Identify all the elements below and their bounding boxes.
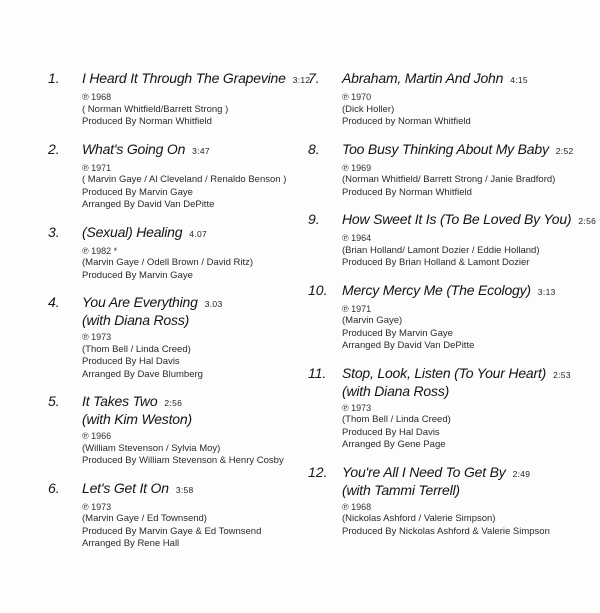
credit-line: (Marvin Gaye) (342, 315, 403, 326)
track-body (82, 294, 308, 381)
track-entry (48, 480, 308, 551)
credit-line: Arranged By David Van DePitte (342, 340, 475, 351)
credit-line: (Marvin Gaye / Ed Townsend) (82, 513, 207, 524)
track-entry (48, 70, 311, 129)
track-title-line (342, 464, 596, 482)
track-body (82, 393, 308, 468)
track-body (82, 224, 308, 283)
track-duration: 3:13 (537, 286, 556, 297)
credit-line: Produced By Nickolas Ashford & Valerie Simpson (342, 525, 550, 537)
track-duration: 4:15 (510, 75, 528, 85)
track-number: 7. (308, 70, 320, 86)
phonogram-year: ℗ 1973 (342, 402, 372, 413)
track-title: What's Going On (82, 140, 186, 157)
credit-line: (Nickolas Ashford / Valerie Simpson) (342, 513, 496, 524)
track-credits (342, 303, 596, 353)
credit-line: Produced By Hal Davis (342, 426, 440, 438)
track-title-line (82, 224, 308, 242)
track-credits (82, 501, 308, 551)
track-duration: 3:12 (292, 75, 311, 85)
track-title-line (82, 480, 308, 498)
track-number: 10. (308, 281, 328, 298)
track-title-line (82, 294, 308, 312)
track-credits (82, 91, 308, 129)
track-title: (Sexual) Healing (82, 223, 183, 240)
track-entry (308, 365, 596, 452)
credit-line: Arranged By Gene Page (342, 439, 446, 450)
phonogram-year: ℗ 1982 * (82, 245, 118, 256)
track-title: Stop, Look, Listen (To Your Heart) (342, 364, 547, 381)
track-number: 2. (48, 140, 60, 157)
credit-line: Produced By Hal Davis (82, 356, 180, 367)
credit-line: (William Stevenson / Sylvia Moy) (82, 442, 221, 454)
track-credits (82, 331, 308, 381)
track-title: How Sweet It Is (To Be Loved By You) (342, 211, 572, 227)
credit-line: (Brian Holland/ Lamont Dozier / Eddie Holland) (342, 244, 540, 256)
track-number: 1. (48, 70, 60, 86)
track-body (342, 211, 596, 270)
credit-line: ( Marvin Gaye / Al Cleveland / Renaldo Benson ) (82, 174, 287, 185)
track-title: You Are Everything (82, 294, 198, 310)
phonogram-year: ℗ 1973 (82, 501, 112, 512)
track-credits (342, 402, 596, 452)
track-duration: 3:47 (192, 145, 210, 156)
track-body (82, 70, 311, 129)
track-subtitle: (with Diana Ross) (82, 312, 190, 328)
track-title: I Heard It Through The Grapevine (82, 70, 286, 86)
track-number: 12. (308, 463, 328, 480)
phonogram-year: ℗ 1966 (82, 431, 112, 441)
track-number: 9. (308, 211, 320, 227)
credit-line: (Norman Whitfield/ Barrett Strong / Janie Bradford) (342, 174, 556, 185)
track-credits (82, 245, 308, 283)
track-body (82, 480, 308, 551)
track-duration: 2:53 (553, 369, 571, 380)
track-number: 8. (308, 140, 320, 157)
track-body (342, 70, 596, 129)
track-entry (308, 141, 596, 200)
track-subtitle: (with Kim Weston) (82, 411, 192, 427)
phonogram-year: ℗ 1969 (342, 162, 372, 173)
track-title-line (342, 282, 596, 300)
track-entry (48, 393, 308, 468)
credit-line: Arranged By David Van DePitte (82, 199, 215, 210)
track-title: Let's Get It On (82, 479, 169, 496)
track-credits (342, 162, 596, 200)
track-entry (308, 464, 596, 539)
credit-line: Produced By Marvin Gaye (82, 269, 193, 281)
track-duration: 4.07 (189, 228, 208, 239)
credit-line: (Dick Holler) (342, 103, 395, 115)
credit-line: Produced By Brian Holland & Lamont Dozier (342, 257, 530, 268)
track-subtitle: (with Tammi Terrell) (342, 481, 460, 498)
phonogram-year: ℗ 1968 (82, 92, 112, 102)
track-title-line (82, 70, 311, 88)
track-duration: 2:56 (578, 216, 597, 226)
track-entry (48, 294, 308, 381)
track-title-line (82, 141, 308, 159)
track-number: 11. (308, 364, 327, 381)
track-duration: 3.03 (204, 299, 223, 309)
phonogram-year: ℗ 1970 (342, 92, 372, 102)
credit-line: ( Norman Whitfield/Barrett Strong ) (82, 103, 229, 115)
track-entry (48, 224, 308, 283)
credit-line: Produced by Norman Whitfield (342, 116, 471, 127)
credit-line: (Thom Bell / Linda Creed) (82, 343, 191, 355)
track-title-line (342, 211, 596, 229)
tracklist-column-right (308, 70, 596, 613)
track-title-line (342, 141, 596, 159)
credit-line: Produced By Norman Whitfield (342, 186, 472, 198)
credit-line: Arranged By Rene Hall (82, 538, 180, 549)
track-duration: 2:56 (164, 398, 183, 408)
phonogram-year: ℗ 1964 (342, 233, 372, 243)
track-title-line (342, 70, 596, 88)
credit-line: (Marvin Gaye / Odell Brown / David Ritz) (82, 257, 254, 268)
track-entry (308, 282, 596, 353)
track-entry (308, 211, 596, 270)
track-title: Abraham, Martin And John (342, 70, 504, 86)
credit-line: Produced By Marvin Gaye & Ed Townsend (82, 525, 262, 537)
track-body (342, 464, 596, 539)
tracklist-column-left (48, 70, 311, 613)
track-credits (342, 91, 596, 129)
credit-line: Produced By Marvin Gaye (342, 327, 453, 339)
credit-line: Produced By Norman Whitfield (82, 116, 212, 127)
track-title: Too Busy Thinking About My Baby (342, 140, 549, 157)
credit-line: (Thom Bell / Linda Creed) (342, 414, 451, 425)
track-body (82, 141, 308, 212)
track-number: 5. (48, 393, 60, 409)
track-title: Mercy Mercy Me (The Ecology) (342, 281, 531, 298)
track-title-line (82, 393, 308, 411)
track-title-line (342, 365, 596, 383)
track-duration: 2:49 (512, 468, 531, 479)
track-duration: 2:52 (555, 145, 574, 156)
track-number: 3. (48, 223, 60, 240)
track-title: You're All I Need To Get By (342, 463, 506, 480)
credit-line: Arranged By Dave Blumberg (82, 368, 203, 380)
track-body (342, 365, 596, 452)
track-credits (82, 162, 308, 212)
phonogram-year: ℗ 1971 (82, 162, 112, 173)
phonogram-year: ℗ 1971 (342, 303, 372, 314)
track-entry (308, 70, 596, 129)
credit-line: Produced By William Stevenson & Henry Cosby (82, 455, 284, 466)
track-number: 4. (48, 294, 60, 310)
track-body (342, 141, 596, 200)
track-credits (82, 430, 308, 468)
track-duration: 3:58 (175, 484, 194, 495)
phonogram-year: ℗ 1973 (82, 332, 112, 342)
credit-line: Produced By Marvin Gaye (82, 186, 193, 198)
phonogram-year: ℗ 1968 (342, 501, 372, 512)
track-body (342, 282, 596, 353)
track-number: 6. (48, 479, 60, 496)
track-title: It Takes Two (82, 393, 158, 409)
track-subtitle: (with Diana Ross) (342, 382, 450, 399)
track-entry (48, 141, 308, 212)
track-credits (342, 501, 596, 539)
track-credits (342, 232, 596, 270)
